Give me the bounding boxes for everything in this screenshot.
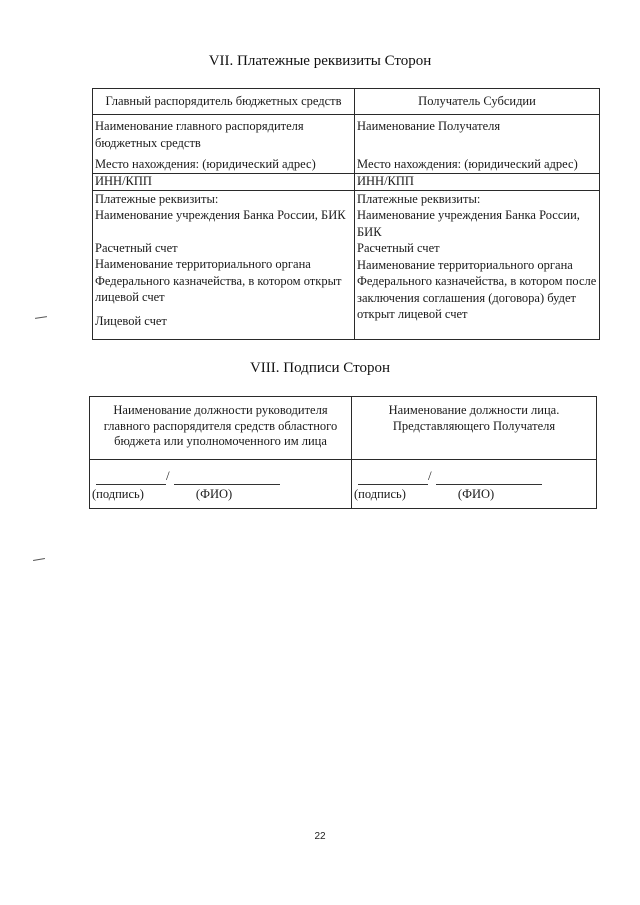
- left-treasury-label: Наименование территориального органа Федерального казначейства, в котором открыт лицевой счет: [95, 257, 342, 304]
- signature-block-left: [90, 460, 352, 509]
- header-chief-manager: Главный распорядитель бюджетных средств: [93, 89, 355, 115]
- right-inn-label: ИНН/КПП: [355, 173, 600, 190]
- table-header-row: [90, 397, 597, 460]
- right-name-label: Наименование Получателя: [357, 119, 501, 133]
- right-treasury-label: Наименование территориального органа Федерального казначейства, в котором после заключения соглашения (договора) будет открыт лицевой счет: [357, 257, 597, 321]
- right-bank-label: Наименование учреждения Банка России, БИК: [357, 208, 580, 239]
- signature-caption: (подпись): [92, 487, 144, 501]
- margin-mark: [33, 558, 45, 561]
- cell-right-payment: [355, 190, 600, 339]
- header-recipient-position: Наименование должности лица. Представляющего Получателя: [352, 397, 597, 460]
- left-account-label: Расчетный счет: [95, 240, 178, 255]
- margin-mark: [35, 316, 47, 319]
- cell-left-payment: [93, 190, 355, 339]
- table-header-row: [93, 89, 600, 115]
- right-address-label: Место нахождения: (юридический адрес): [357, 156, 578, 171]
- signature-block-right: [352, 460, 597, 509]
- cell-right-name-address: [355, 115, 600, 174]
- table-row: [93, 190, 600, 339]
- table-row: [93, 115, 600, 174]
- signature-separator: /: [428, 468, 432, 483]
- signatures-table: [89, 396, 597, 509]
- left-name-label: Наименование главного распорядителя бюджетных средств: [95, 119, 304, 150]
- fio-caption: (ФИО): [195, 487, 233, 501]
- left-inn-label: ИНН/КПП: [93, 173, 355, 190]
- signature-line: [92, 470, 349, 486]
- signature-separator: /: [166, 468, 170, 483]
- left-personal-account-label: Лицевой счет: [95, 313, 167, 328]
- signature-caption: (подпись): [354, 487, 406, 501]
- left-pay-details-label: Платежные реквизиты:: [95, 191, 219, 206]
- right-account-label: Расчетный счет: [357, 241, 440, 255]
- header-chief-manager-position: Наименование должности руководителя главного распорядителя средств областного бюджета или уполномоченного им лица: [90, 397, 352, 460]
- fio-caption: (ФИО): [457, 487, 495, 501]
- payment-details-table: [92, 88, 600, 340]
- section7-title: VII. Платежные реквизиты Сторон: [208, 53, 432, 69]
- left-address-label: Место нахождения: (юридический адрес): [95, 157, 316, 171]
- header-recipient: Получатель Субсидии: [355, 89, 600, 115]
- page-number: 22: [314, 831, 326, 842]
- section8-title: VIII. Подписи Сторон: [249, 360, 391, 376]
- signature-line: [354, 470, 594, 486]
- right-pay-details-label: Платежные реквизиты:: [357, 191, 481, 206]
- cell-left-name-address: [93, 115, 355, 174]
- table-row: [93, 173, 600, 190]
- left-bank-label: Наименование учреждения Банка России, БИК: [95, 208, 346, 222]
- signature-row: [90, 460, 597, 509]
